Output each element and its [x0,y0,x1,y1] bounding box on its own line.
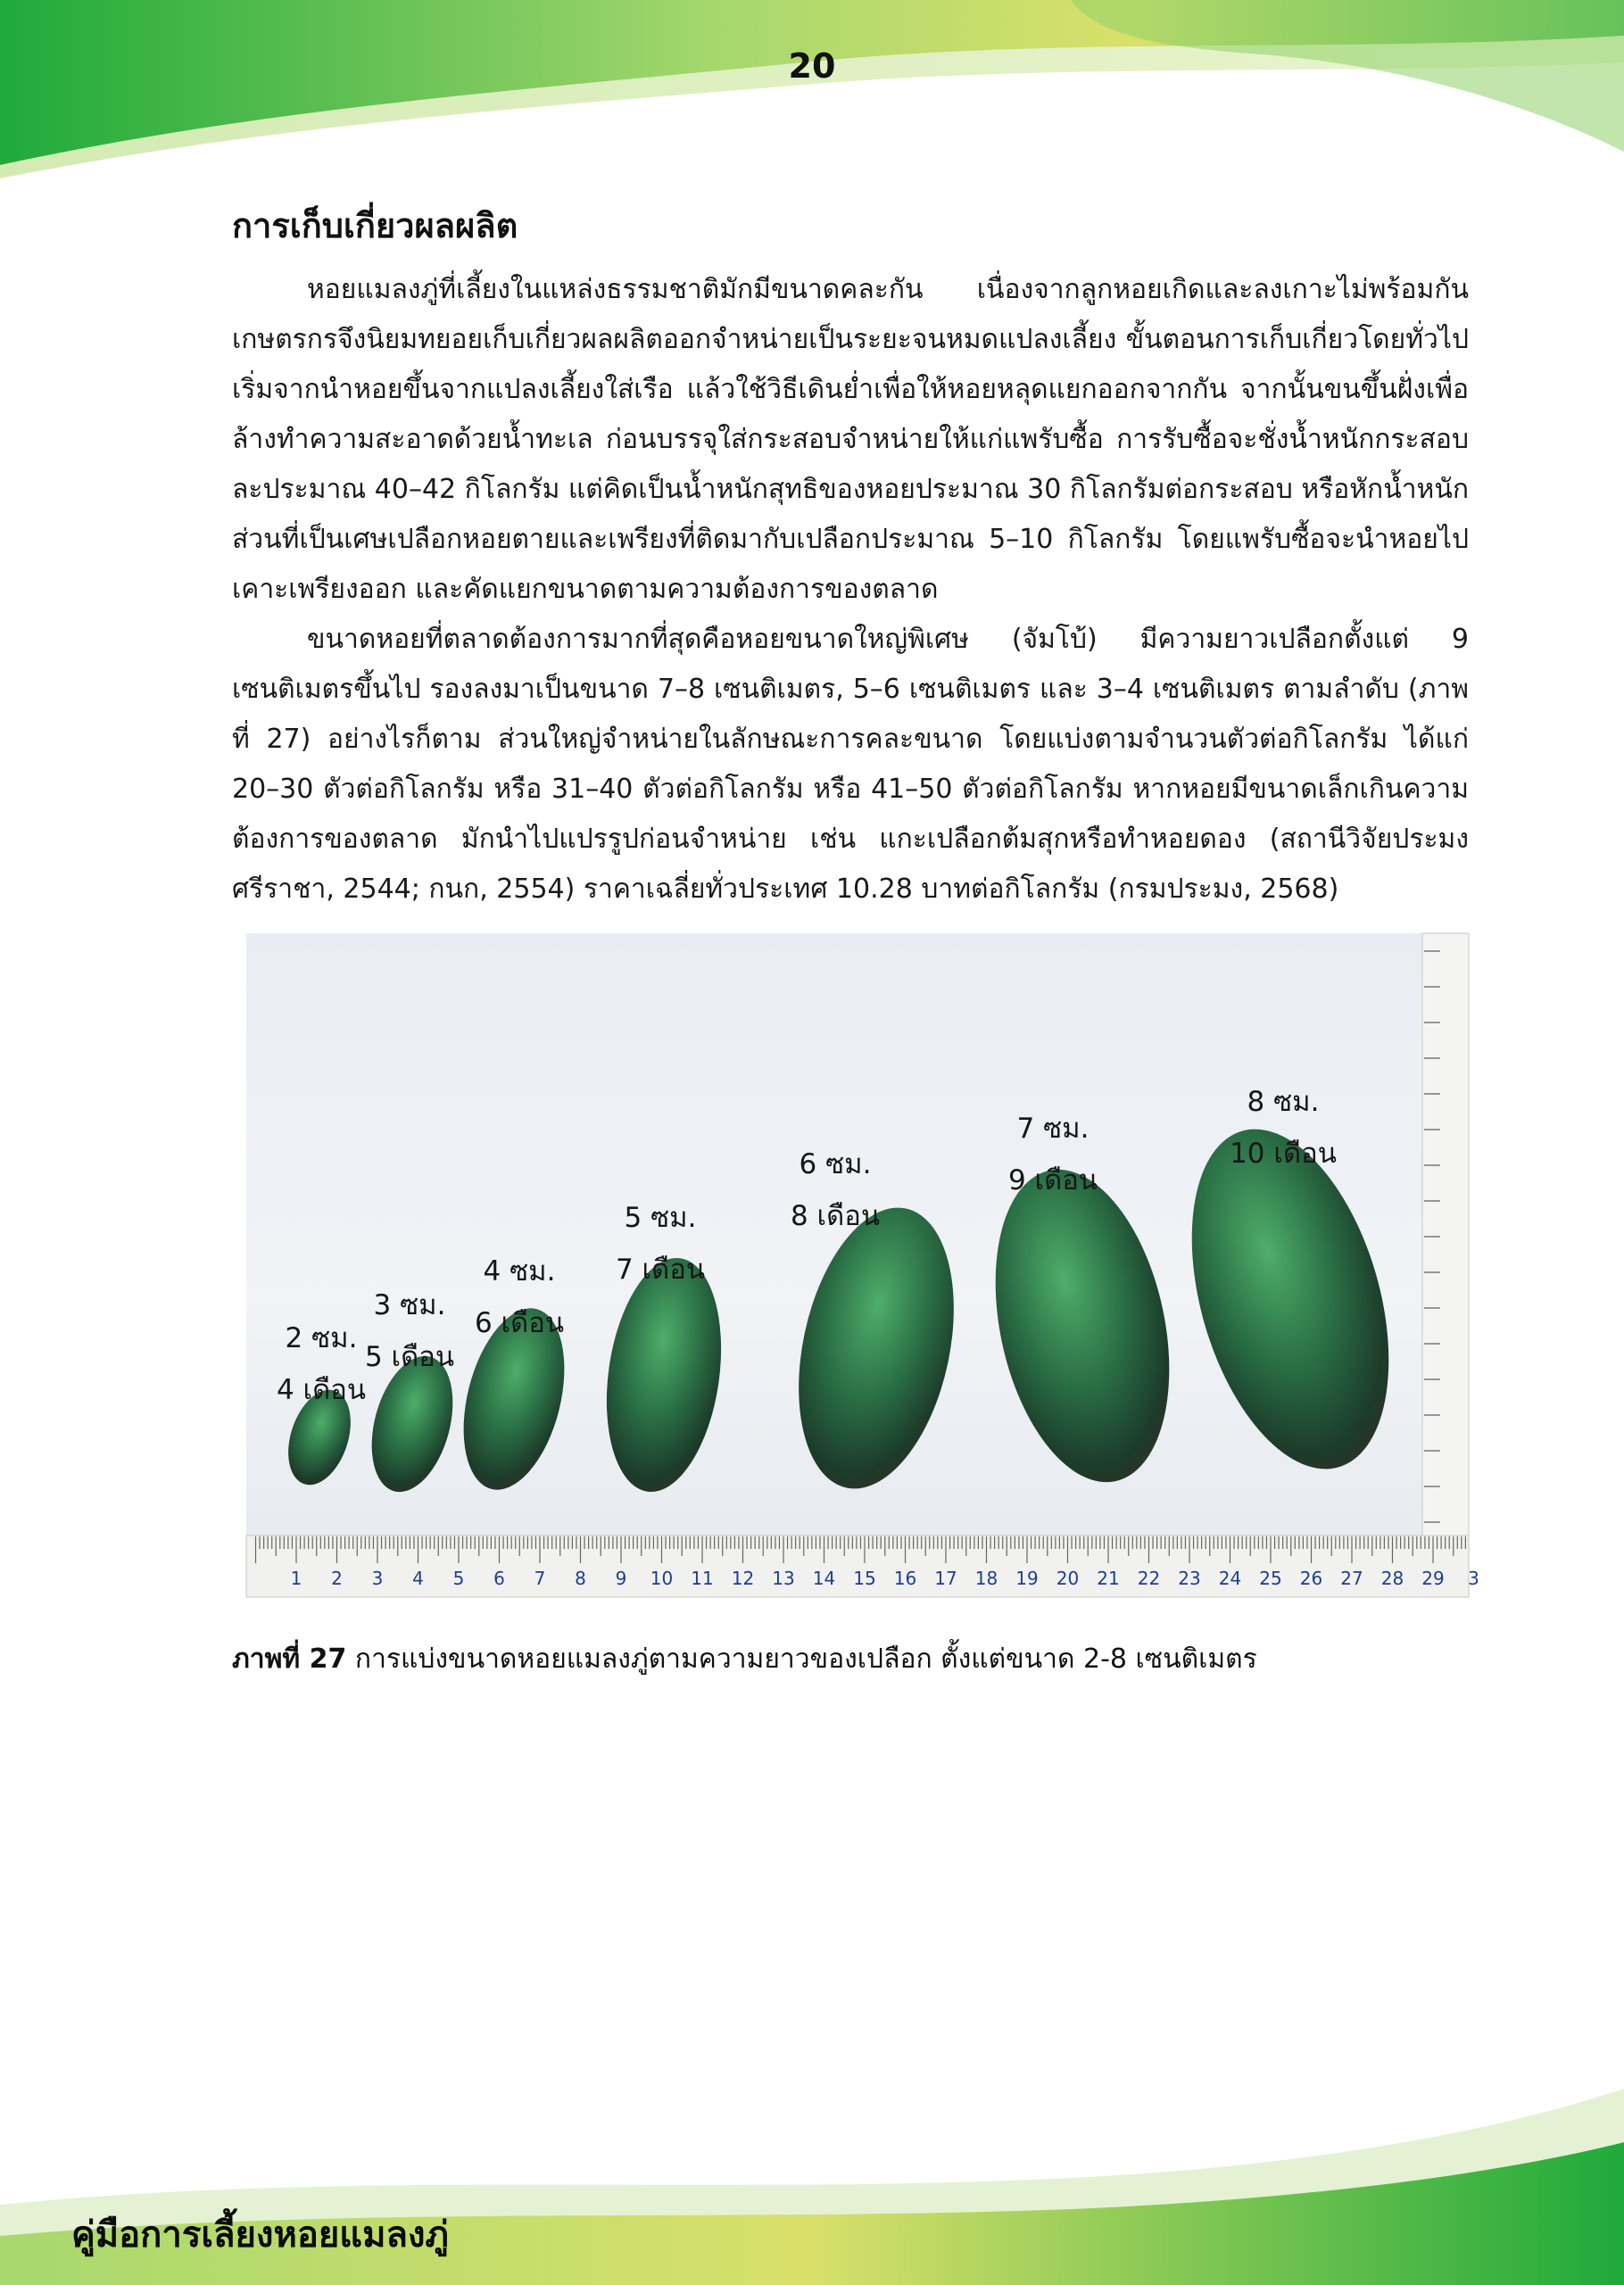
figure-caption [232,1638,1469,1680]
caption-text: การแบ่งขนาดหอยแมลงภู่ตามความยาวของเปลือก ตั้งแต่ขนาด 2-8 เซนติเมตร [346,1643,1257,1675]
ruler-tick-label: 17 [934,1568,957,1589]
top-wave-decoration [0,0,1624,178]
page-number: 20 [788,46,836,86]
ruler-tick-label: 4 [412,1568,424,1589]
mussel-label-7cm [977,1103,1129,1206]
mussel-age-text: 4 เดือน [276,1374,367,1406]
ruler-tick-label: 9 [615,1568,627,1589]
mussel-size-figure [246,933,1479,1597]
ruler-tick-label: 13 [772,1568,795,1589]
mussel-age-text: 10 เดือน [1230,1138,1337,1170]
paragraph-2: ขนาดหอยที่ตลาดต้องการมากที่สุดคือหอยขนาดใหญ่พิเศษ (จัมโบ้) มีความยาวเปลือกตั้งแต่ 9 เซนติเมตรขึ้นไป รองลงมาเป็นขนาด 7–8 เซนติเมตร, 5–6 เซนติเมตร และ 3–4 เซนติเมตร ตามลำดับ (ภาพที่ 27) อย่างไรก็ตาม ส่วนใหญ่จำหน่ายในลักษณะการคละขนาด โดยแบ่งตามจำนวนตัวต่อกิโลกรัม ได้แก่ 20–30 ตัวต่อกิโลกรัม หรือ 31–40 ตัวต่อกิโลกรัม หรือ 41–50 ตัวต่อกิโลกรัม หากหอยมีขนาดเล็กเกินความต้องการของตลาด มักนำไปแปรรูปก่อนจำหน่าย เช่น แกะเปลือกต้มสุกหรือทำหอยดอง (สถานีวิจัยประมงศรีราชา, 2544; กนก, 2554) ราคาเฉลี่ยทั่วประเทศ 10.28 บาทต่อกิโลกรัม (กรมประมง, 2568) [232,624,1469,905]
mussel-size-text: 8 ซม. [1247,1086,1320,1118]
mussel-size-text: 4 ซม. [483,1255,556,1287]
ruler-tick-label: 2 [331,1568,343,1589]
mussel-label-8cm [1207,1076,1359,1180]
ruler-tick-label: 8 [575,1568,586,1589]
mussel-age-text: 6 เดือน [474,1307,565,1339]
ruler-tick-label: 21 [1097,1568,1120,1589]
mussel-age-text: 8 เดือน [790,1200,881,1232]
mussel-size-text: 7 ซม. [1016,1113,1090,1145]
ruler-tick-label: 7 [534,1568,546,1589]
mussel-label-6cm [759,1138,911,1242]
ruler-tick-label: 12 [731,1568,755,1589]
mussel-age-text: 7 เดือน [615,1254,706,1286]
ruler-tick-label: 23 [1178,1568,1201,1589]
caption-label: ภาพที่ 27 [232,1643,347,1675]
ruler-tick-label: 16 [893,1568,917,1589]
paragraph-1: หอยแมลงภู่ที่เลี้ยงในแหล่งธรรมชาติมักมีขนาดคละกัน เนื่องจากลูกหอยเกิดและลงเกาะไม่พร้อมกัน เกษตรกรจึงนิยมทยอยเก็บเกี่ยวผลผลิตออกจำหน่ายเป็นระยะจนหมดแปลงเลี้ยง ขั้นตอนการเก็บเกี่ยวโดยทั่วไป เริ่มจากนำหอยขึ้นจากแปลงเลี้ยงใส่เรือ แล้วใช้วิธีเดินย่ำเพื่อให้หอยหลุดแยกออกจากกัน จากนั้นขนขึ้นฝั่งเพื่อล้างทำความสะอาดด้วยน้ำทะเล ก่อนบรรจุใส่กระสอบจำหน่ายให้แก่แพรับซื้อ การรับซื้อจะชั่งน้ำหนักกระสอบละประมาณ 40–42 กิโลกรัม แต่คิดเป็นน้ำหนักสุทธิของหอยประมาณ 30 กิโลกรัมต่อกระสอบ หรือหักน้ำหนักส่วนที่เป็นเศษเปลือกหอยตายและเพรียงที่ติดมากับเปลือกประมาณ 5–10 กิโลกรัม โดยแพรับซื้อจะนำหอยไปเคาะเพรียงออก และคัดแยกขนาดตามความต้องการของตลาด [232,274,1469,605]
section-title: การเก็บเกี่ยวผลผลิต [232,206,518,245]
ruler-tick-label: 19 [1015,1568,1039,1589]
ruler-tick-label: 28 [1380,1568,1404,1589]
ruler-tick-label: 1 [290,1568,302,1589]
ruler-tick-label: 26 [1299,1568,1323,1589]
ruler-tick-label: 10 [650,1568,674,1589]
ruler-tick-label: 14 [812,1568,836,1589]
ruler-tick-label: 25 [1259,1568,1282,1589]
ruler-tick-label: 22 [1137,1568,1161,1589]
mussel-size-text: 5 ซม. [624,1202,697,1234]
ruler-tick-label: 29 [1421,1568,1445,1589]
ruler-tick-label: 5 [452,1568,465,1589]
mussel-size-text: 6 ซม. [799,1148,872,1180]
ruler-tick-label: 3 [1468,1568,1479,1589]
mussel-label-5cm [584,1192,736,1296]
ruler-tick-label: 20 [1056,1568,1080,1589]
ruler-tick-label: 11 [691,1568,714,1589]
ruler-tick-label: 3 [371,1568,384,1589]
mussel-size-text: 2 ซม. [285,1322,358,1354]
mussel-label-4cm [443,1246,595,1349]
footer-title: คู่มือการเลี้ยงหอยแมลงภู่ [71,2215,449,2256]
mussel-size-text: 3 ซม. [373,1289,446,1321]
ruler-tick-label: 6 [493,1568,505,1589]
ruler-tick-label: 27 [1340,1568,1363,1589]
ruler-tick-label: 24 [1218,1568,1242,1589]
mussel-photo-illustration [246,933,1479,1597]
mussel-age-text: 5 เดือน [364,1341,455,1373]
main-content [232,198,1469,915]
ruler-tick-label: 15 [853,1568,876,1589]
mussel-age-text: 9 เดือน [1007,1164,1098,1196]
ruler-tick-label: 18 [974,1568,998,1589]
